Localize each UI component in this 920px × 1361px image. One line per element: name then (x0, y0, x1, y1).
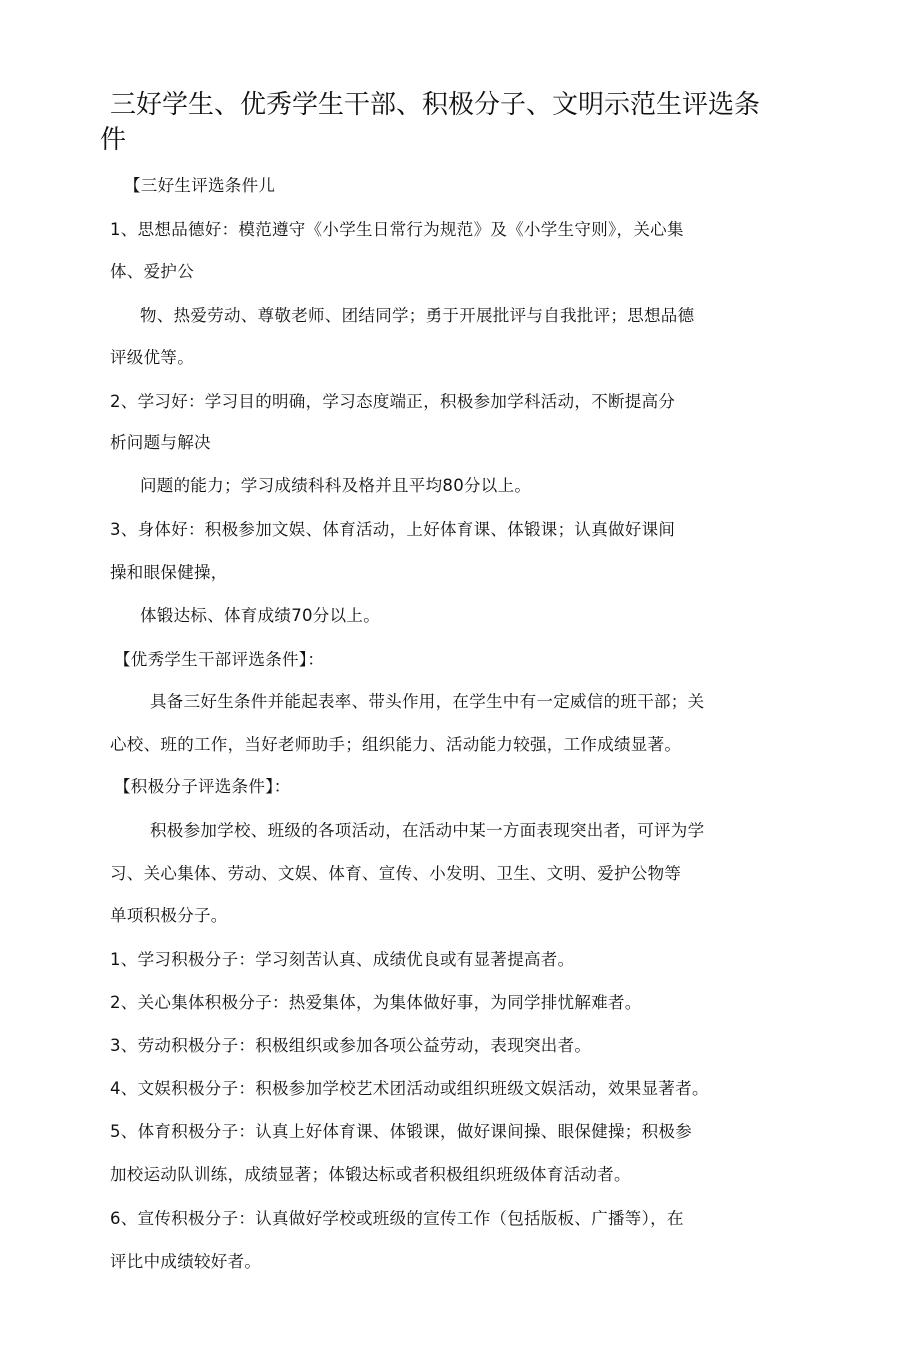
paragraph-line: 2、学习好：学习目的明确，学习态度端正，积极参加学科活动，不断提高分 (110, 392, 676, 411)
list-item: 评比中成绩较好者。 (110, 1252, 262, 1271)
list-item: 4、文娱积极分子：积极参加学校艺术团活动或组织班级文娱活动，效果显著者。 (110, 1079, 709, 1098)
list-item: 5、体育积极分子：认真上好体育课、体锻课，做好课间操、眼保健操；积极参 (110, 1122, 692, 1141)
list-item: 1、学习积极分子：学习刻苦认真、成绩优良或有显著提高者。 (110, 950, 575, 969)
section-heading-sanhao: 【三好生评选条件儿 (124, 176, 276, 195)
paragraph-line: 3、身体好：积极参加文娱、体育活动，上好体育课、体锻课；认真做好课间 (110, 520, 676, 539)
section-heading-cadre: 【优秀学生干部评选条件】： (114, 650, 325, 669)
paragraph-line: 体、爱护公 (110, 262, 194, 281)
list-item: 2、关心集体积极分子：热爱集体，为集体做好事，为同学排忧解难者。 (110, 993, 642, 1012)
paragraph-line: 习、关心集体、劳动、文娱、体育、宣传、小发明、卫生、文明、爱护公物等 (110, 864, 682, 883)
paragraph-line: 析问题与解决 (110, 433, 211, 452)
paragraph-line: 操和眼保健操， (110, 563, 228, 582)
list-item: 加校运动队训练，成绩显著；体锻达标或者积极组织班级体育活动者。 (110, 1165, 631, 1184)
document-title-line-1: 三好学生、优秀学生干部、积极分子、文明示范生评选条 (110, 90, 761, 120)
paragraph-line: 单项积极分子。 (110, 906, 228, 925)
document-title-line-2: 件 (100, 125, 127, 155)
paragraph-line: 心校、班的工作，当好老师助手；组织能力、活动能力较强，工作成绩显著。 (110, 735, 682, 754)
list-item: 6、宣传积极分子：认真做好学校或班级的宣传工作（包括版板、广播等），在 (110, 1209, 684, 1228)
paragraph-line: 评级优等。 (110, 348, 194, 367)
paragraph-line: 1、思想品德好：模范遵守《小学生日常行为规范》及《小学生守则》，关心集 (110, 220, 684, 239)
section-heading-activist: 【积极分子评选条件】： (114, 777, 291, 796)
paragraph-line: 问题的能力；学习成绩科科及格并且平均80分以上。 (140, 476, 532, 495)
list-item: 3、劳动积极分子：积极组织或参加各项公益劳动，表现突出者。 (110, 1036, 592, 1055)
paragraph-line: 积极参加学校、班级的各项活动，在活动中某一方面表现突出者，可评为学 (150, 821, 705, 840)
paragraph-line: 具备三好生条件并能起表率、带头作用，在学生中有一定威信的班干部；关 (150, 692, 705, 711)
paragraph-line: 物、热爱劳动、尊敬老师、团结同学；勇于开展批评与自我批评；思想品德 (140, 306, 695, 325)
paragraph-line: 体锻达标、体育成绩70分以上。 (140, 606, 380, 625)
